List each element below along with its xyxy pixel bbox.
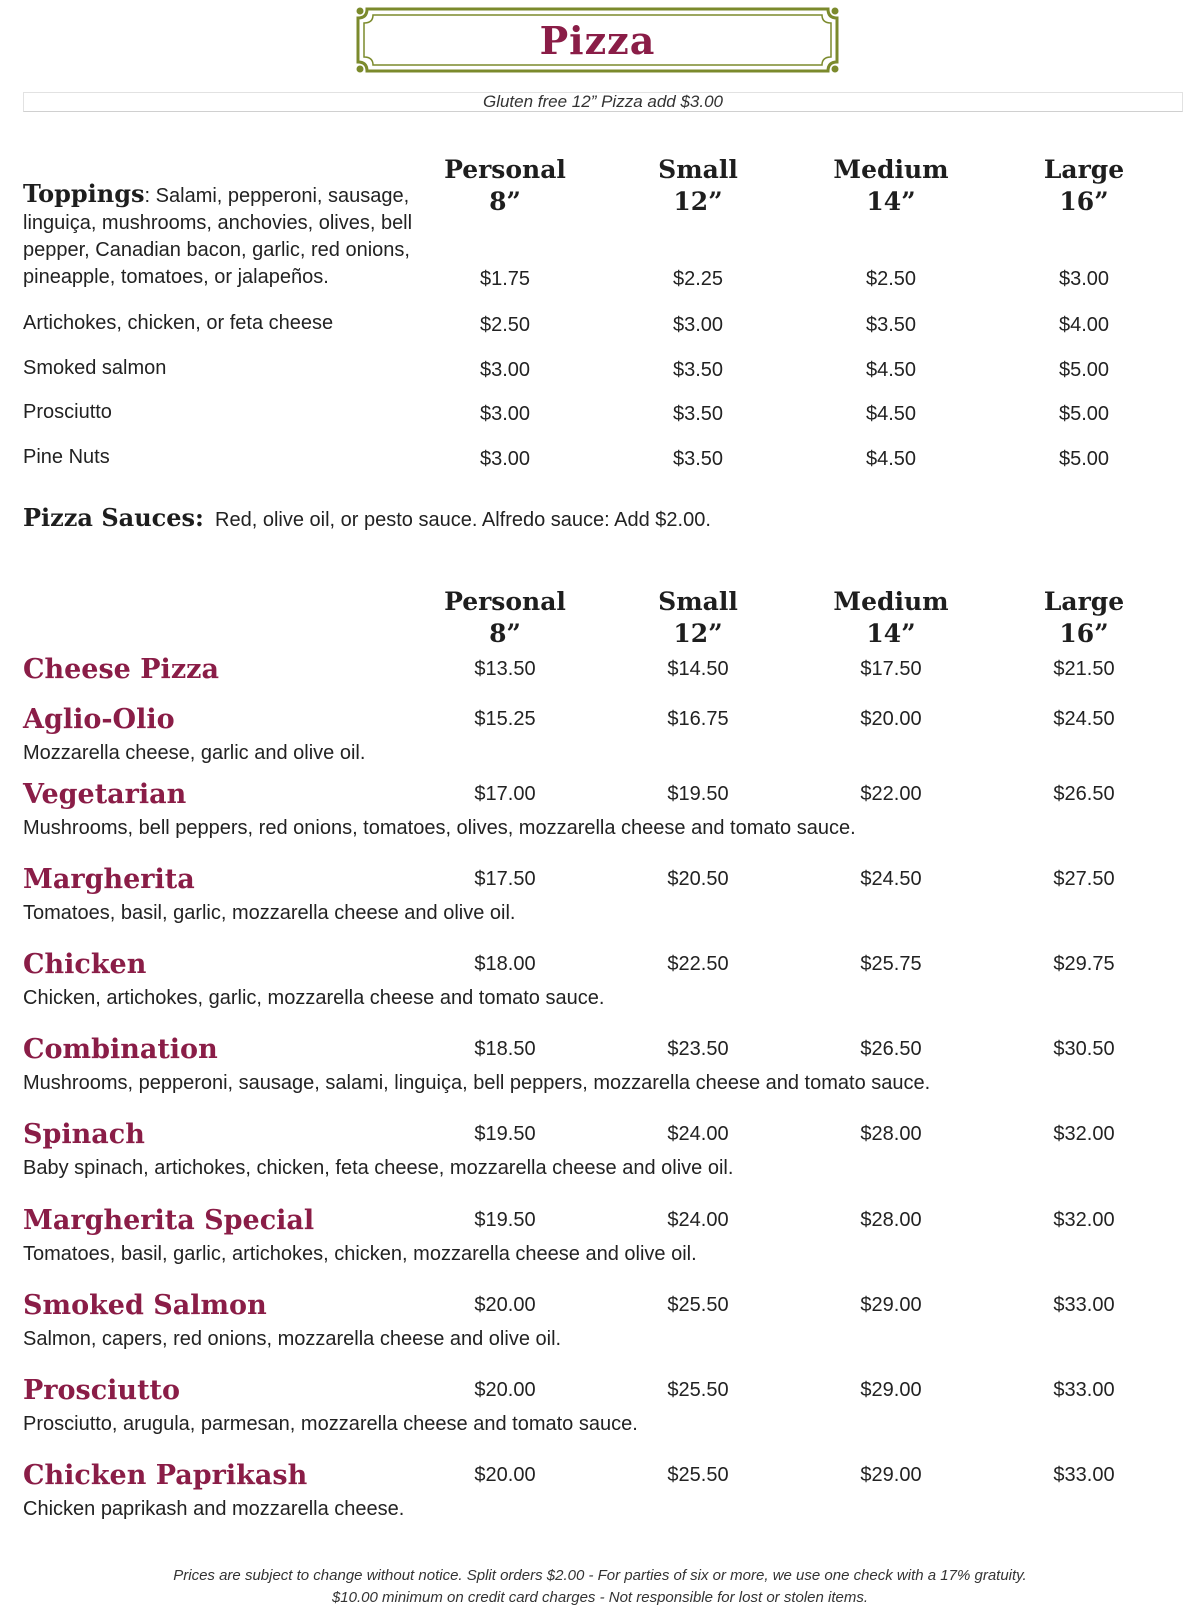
pizza-description: Chicken, artichokes, garlic, mozzarella cheese and tomato sauce. [23,987,605,1009]
pizza-name: Spinach [23,1119,145,1150]
topping-price: $3.50 [672,359,724,381]
size-header-small: Small 12” [658,155,738,216]
topping-row-label: Pine Nuts [23,446,110,468]
pizza-price: $15.25 [474,708,536,730]
topping-price: $2.50 [865,268,917,290]
pizza-price: $26.50 [860,1038,922,1060]
toppings-list: Salami, pepperoni, sausage, linguiça, mushrooms, anchovies, olives, bell pepper, Canadian bacon, garlic, red onions, pineapple, tomatoes, or jalapeños. [23,185,413,288]
pizza-price: $20.00 [860,708,922,730]
pizza-price: $17.50 [474,868,536,890]
pizza-price: $18.00 [474,953,536,975]
pizza-price: $19.50 [474,1209,536,1231]
pizza-price: $21.50 [1053,658,1115,680]
pizza-price: $20.50 [667,868,729,890]
pizza-price: $25.75 [860,953,922,975]
pizza-description: Chicken paprikash and mozzarella cheese. [23,1498,405,1520]
pizza-price: $25.50 [667,1294,729,1316]
topping-price: $3.00 [479,448,531,470]
pizza-price: $19.50 [667,783,729,805]
pizza-price: $20.00 [474,1294,536,1316]
pizza-name: Combination [23,1034,218,1065]
pizza-price: $24.00 [667,1209,729,1231]
pizza-price: $25.50 [667,1464,729,1486]
topping-price: $3.50 [672,448,724,470]
gluten-free-note: Gluten free 12” Pizza add $3.00 [482,92,724,111]
pizza-description: Tomatoes, basil, garlic, artichokes, chicken, mozzarella cheese and olive oil. [23,1243,697,1265]
footer-line-2: $10.00 minimum on credit card charges - Not responsible for lost or stolen items. [331,1589,869,1606]
pizza-price: $28.00 [860,1209,922,1231]
pizza-name: Smoked Salmon [23,1290,267,1321]
toppings-heading: Toppings [23,179,145,208]
pizza-price: $24.50 [860,868,922,890]
pizza-price: $29.00 [860,1464,922,1486]
pizza-price: $25.50 [667,1379,729,1401]
size-header-medium: Medium 14” [833,155,949,216]
size-header-large: Large 16” [1043,155,1125,216]
pizza-price: $13.50 [474,658,536,680]
pizza-price: $29.00 [860,1294,922,1316]
size-header-large: Large 16” [1043,587,1125,648]
topping-price: $4.50 [865,359,917,381]
topping-price: $3.00 [672,314,724,336]
pizza-name: Prosciutto [23,1375,181,1406]
pizza-name: Chicken Paprikash [23,1460,308,1491]
pizza-name: Margherita Special [23,1205,315,1236]
footer-line-1: Prices are subject to change without notice. Split orders $2.00 - For parties of six or more, we use one check with a 17% gratuity. [173,1567,1027,1584]
topping-row-label: Artichokes, chicken, or feta cheese [23,312,334,334]
pizza-description: Tomatoes, basil, garlic, mozzarella cheese and olive oil. [23,902,516,924]
topping-price: $3.00 [479,359,531,381]
pizza-price: $20.00 [474,1464,536,1486]
size-header-personal: Personal 8” [444,587,566,648]
sauces-heading: Pizza Sauces: [23,503,204,532]
pizza-sauces-line [23,503,711,532]
pizza-price: $20.00 [474,1379,536,1401]
pizza-price: $24.50 [1053,708,1115,730]
pizza-price: $32.00 [1053,1123,1115,1145]
pizza-description: Salmon, capers, red onions, mozzarella cheese and olive oil. [23,1328,562,1350]
topping-price: $5.00 [1058,448,1110,470]
gluten-free-note-bar [23,92,1183,112]
size-header-medium: Medium 14” [833,587,949,648]
pizza-name: Aglio-Olio [23,704,175,735]
page-title: Pizza [539,18,656,63]
pizza-price: $22.00 [860,783,922,805]
pizza-price: $24.00 [667,1123,729,1145]
pizza-description: Mushrooms, bell peppers, red onions, tomatoes, olives, mozzarella cheese and tomato sauce. [23,817,856,839]
pizza-name: Margherita [23,864,195,895]
pizza-price: $16.75 [667,708,729,730]
size-header-small: Small 12” [658,587,738,648]
topping-price: $4.00 [1058,314,1110,336]
pizza-price: $30.50 [1053,1038,1115,1060]
pizza-price: $33.00 [1053,1294,1115,1316]
pizza-price: $14.50 [667,658,729,680]
pizza-price: $29.00 [860,1379,922,1401]
pizza-price: $17.50 [860,658,922,680]
topping-price: $3.50 [672,403,724,425]
topping-row-label: Prosciutto [23,401,112,423]
pizza-price: $27.50 [1053,868,1115,890]
topping-price: $1.75 [479,268,531,290]
pizza-price: $17.00 [474,783,536,805]
pizza-price: $22.50 [667,953,729,975]
pizza-price: $32.00 [1053,1209,1115,1231]
sauces-text: Red, olive oil, or pesto sauce. Alfredo sauce: Add $2.00. [215,509,711,531]
pizza-price: $18.50 [474,1038,536,1060]
topping-price: $5.00 [1058,403,1110,425]
toppings-label: Toppings: Salami, pepperoni, sausage, linguiça, mushrooms, anchovies, olives, bell pepper, Canadian bacon, garlic, red onions, pineapple, tomatoes, or jalapeños. [23,179,413,288]
pizza-price: $19.50 [474,1123,536,1145]
pizza-description: Baby spinach, artichokes, chicken, feta cheese, mozzarella cheese and olive oil. [23,1157,734,1179]
size-header-personal: Personal 8” [444,155,566,216]
topping-price: $3.50 [865,314,917,336]
topping-row-label: Smoked salmon [23,357,167,379]
topping-price: $3.00 [1058,268,1110,290]
pizza-price: $33.00 [1053,1464,1115,1486]
pizza-price: $33.00 [1053,1379,1115,1401]
pizza-description: Mushrooms, pepperoni, sausage, salami, linguiça, bell peppers, mozzarella cheese and tomato sauce. [23,1072,931,1094]
topping-price: $3.00 [479,403,531,425]
pizza-name: Chicken [23,949,147,980]
pizza-price: $26.50 [1053,783,1115,805]
pizza-name: Vegetarian [23,779,187,810]
topping-price: $2.50 [479,314,531,336]
pizza-description: Prosciutto, arugula, parmesan, mozzarella cheese and tomato sauce. [23,1413,638,1435]
pizza-price: $28.00 [860,1123,922,1145]
topping-price: $4.50 [865,403,917,425]
topping-price: $4.50 [865,448,917,470]
topping-price: $2.25 [672,268,724,290]
title-frame [355,6,840,74]
topping-price: $5.00 [1058,359,1110,381]
pizza-price: $23.50 [667,1038,729,1060]
pizza-name: Cheese Pizza [23,654,219,685]
pizza-description: Mozzarella cheese, garlic and olive oil. [23,742,366,764]
pizza-price: $29.75 [1053,953,1115,975]
